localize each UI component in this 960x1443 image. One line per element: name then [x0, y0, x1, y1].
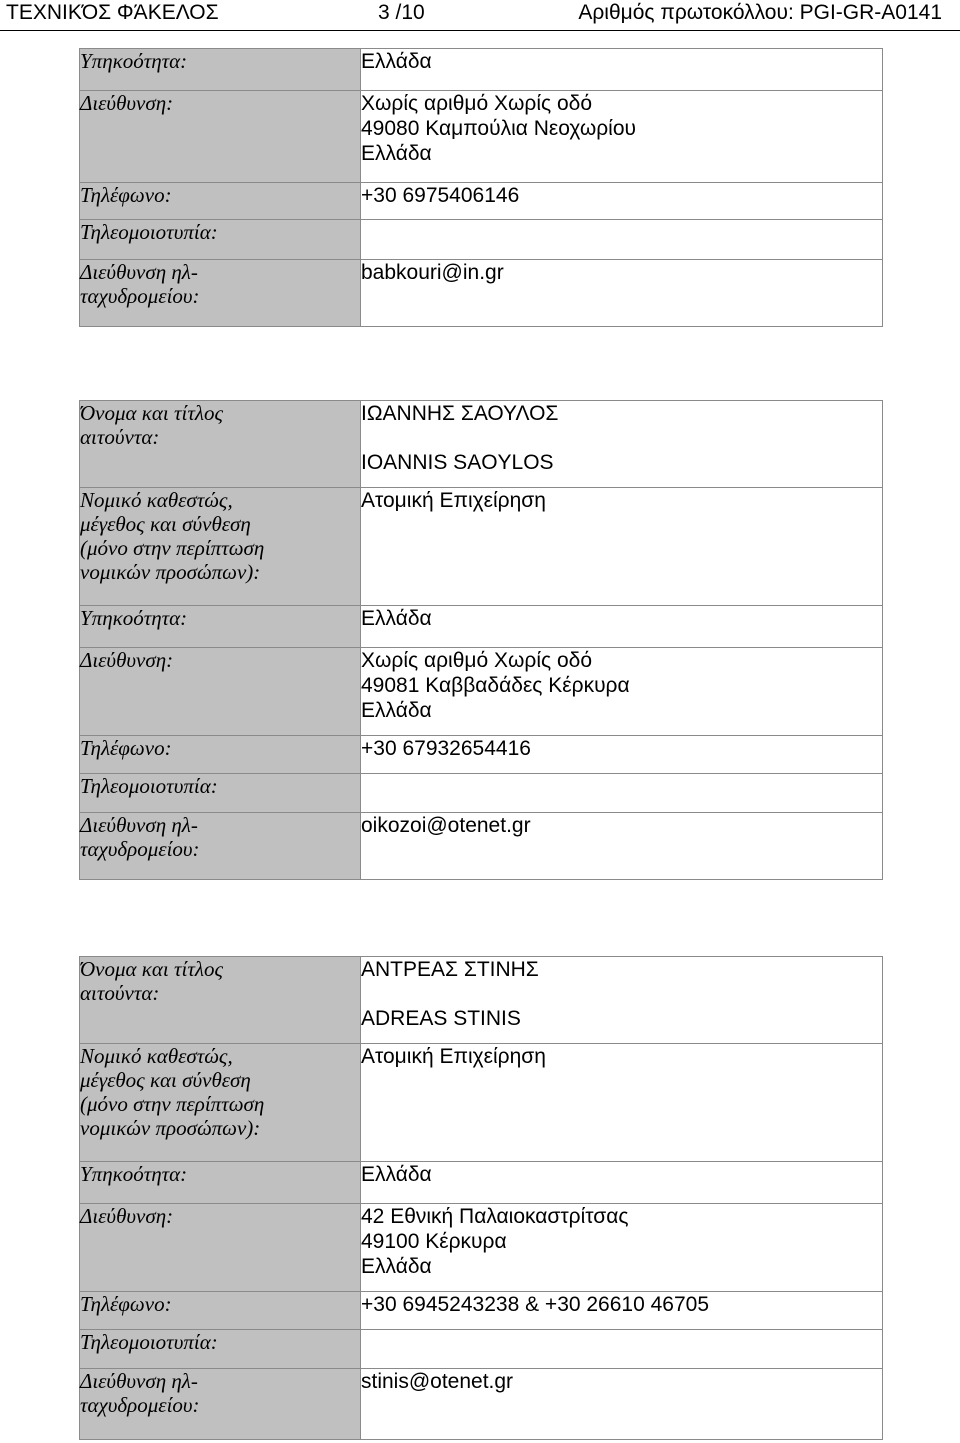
nationality-label: Υπηκοότητα: [80, 606, 361, 648]
name-latin: ADREAS STINIS [361, 1007, 521, 1030]
address-value [361, 1204, 883, 1292]
name-label: Όνομα και τίτλος αιτούντα: [80, 401, 361, 488]
name-greek: ΑΝΤΡΕΑΣ ΣΤΙΝΗΣ [361, 958, 539, 981]
applicant-record-3 [79, 956, 883, 1440]
legal-status-label: Νομικό καθεστώς, μέγεθος και σύνθεση (μόνο στην περίπτωση νομικών προσώπων): [80, 1044, 361, 1162]
email-label: Διεύθυνση ηλ- ταχυδρομείου: [80, 1369, 361, 1440]
fax-label: Τηλεομοιοτυπία: [80, 774, 361, 813]
address-line: 42 Εθνική Παλαιοκαστρίτσας [361, 1205, 629, 1228]
fax-value [361, 220, 883, 260]
address-line: Ελλάδα [361, 1255, 432, 1278]
email-value: babkouri@in.gr [361, 260, 883, 327]
name-value [361, 957, 883, 1044]
address-label: Διεύθυνση: [80, 1204, 361, 1292]
nationality-value: Ελλάδα [361, 606, 883, 648]
document-title: ΤΕΧΝΙΚΌΣ ΦΆΚΕΛΟΣ [6, 1, 219, 24]
address-line: Ελλάδα [361, 142, 432, 165]
nationality-label: Υπηκοότητα: [80, 49, 361, 91]
legal-status-label: Νομικό καθεστώς, μέγεθος και σύνθεση (μόνο στην περίπτωση νομικών προσώπων): [80, 488, 361, 606]
nationality-label: Υπηκοότητα: [80, 1162, 361, 1204]
email-value: stinis@otenet.gr [361, 1369, 883, 1440]
email-label: Διεύθυνση ηλ- ταχυδρομείου: [80, 260, 361, 327]
email-label: Διεύθυνση ηλ- ταχυδρομείου: [80, 813, 361, 880]
applicant-record-1 [79, 48, 883, 327]
page-number: 3 /10 [378, 1, 425, 24]
fax-label: Τηλεομοιοτυπία: [80, 1330, 361, 1369]
page-header [0, 0, 960, 31]
email-value: oikozoi@otenet.gr [361, 813, 883, 880]
address-value [361, 91, 883, 183]
address-label: Διεύθυνση: [80, 648, 361, 736]
address-line: Χωρίς αριθμό Χωρίς οδό [361, 92, 593, 115]
fax-label: Τηλεομοιοτυπία: [80, 220, 361, 260]
address-line: Χωρίς αριθμό Χωρίς οδό [361, 649, 593, 672]
fax-value [361, 774, 883, 813]
applicant-record-2 [79, 400, 883, 880]
nationality-value: Ελλάδα [361, 1162, 883, 1204]
name-label: Όνομα και τίτλος αιτούντα: [80, 957, 361, 1044]
phone-value: +30 67932654416 [361, 736, 883, 774]
name-greek: ΙΩΑΝΝΗΣ ΣΑΟΥΛΟΣ [361, 402, 559, 425]
name-value [361, 401, 883, 488]
address-label: Διεύθυνση: [80, 91, 361, 183]
address-value [361, 648, 883, 736]
phone-value: +30 6945243238 & +30 26610 46705 [361, 1292, 883, 1330]
fax-value [361, 1330, 883, 1369]
phone-label: Τηλέφωνο: [80, 1292, 361, 1330]
address-line: Ελλάδα [361, 699, 432, 722]
address-line: 49081 Καββαδάδες Κέρκυρα [361, 674, 630, 697]
address-line: 49100 Κέρκυρα [361, 1230, 507, 1253]
phone-label: Τηλέφωνο: [80, 736, 361, 774]
phone-label: Τηλέφωνο: [80, 183, 361, 220]
legal-status-value: Ατομική Επιχείρηση [361, 1044, 883, 1162]
address-line: 49080 Καμπούλια Νεοχωρίου [361, 117, 636, 140]
legal-status-value: Ατομική Επιχείρηση [361, 488, 883, 606]
name-latin: IOANNIS SAOYLOS [361, 451, 554, 474]
protocol-number: Αριθμός πρωτοκόλλου: PGI-GR-A0141 [578, 1, 942, 24]
phone-value: +30 6975406146 [361, 183, 883, 220]
nationality-value: Ελλάδα [361, 49, 883, 91]
